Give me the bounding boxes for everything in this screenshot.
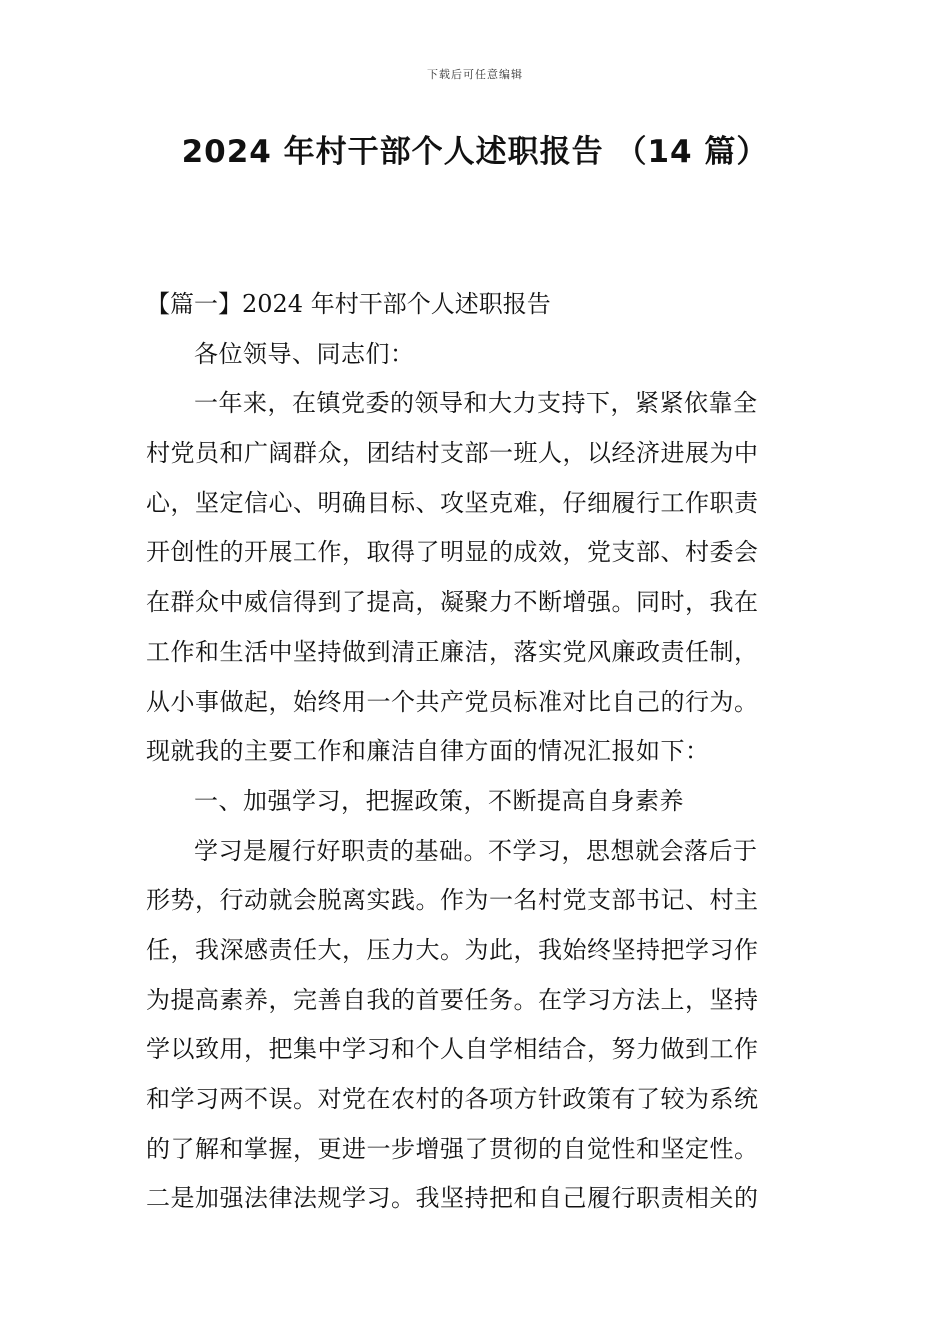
- paragraph-line: 现就我的主要工作和廉洁自律方面的情况汇报如下：: [146, 737, 710, 766]
- document-title: 2024 年村干部个人述职报告 （14 篇）: [181, 134, 769, 170]
- header-note: 下载后可任意编辑: [427, 68, 523, 81]
- paragraph-line: 从小事做起，始终用一个共产党员标准对比自己的行为。: [146, 687, 759, 716]
- paragraph-line: 为提高素养，完善自我的首要任务。在学习方法上，坚持: [146, 985, 759, 1014]
- paragraph-line: 在群众中威信得到了提高，凝聚力不断增强。同时，我在: [146, 588, 759, 617]
- paragraph-line: 任，我深感责任大，压力大。为此，我始终坚持把学习作: [146, 935, 759, 964]
- paragraph-line: 的了解和掌握，更进一步增强了贯彻的自觉性和坚定性。: [146, 1134, 759, 1163]
- paragraph-line: 心，坚定信心、明确目标、攻坚克难，仔细履行工作职责: [146, 488, 759, 517]
- salutation: 各位领导、同志们：: [194, 339, 415, 368]
- paragraph-line: 工作和生活中坚持做到清正廉洁，落实党风廉政责任制，: [146, 637, 759, 666]
- paragraph-line: 村党员和广阔群众，团结村支部一班人，以经济进展为中: [146, 439, 759, 468]
- paragraph-line: 学以致用，把集中学习和个人自学相结合，努力做到工作: [146, 1035, 759, 1064]
- paragraph-line: 和学习两不误。对党在农村的各项方针政策有了较为系统: [146, 1085, 759, 1113]
- paragraph-line: 开创性的开展工作，取得了明显的成效，党支部、村委会: [146, 538, 759, 567]
- subsection-heading: 一、加强学习，把握政策，不断提高自身素养: [194, 786, 684, 815]
- paragraph-line: 形势，行动就会脱离实践。作为一名村党支部书记、村主: [146, 886, 759, 915]
- paragraph-line: 一年来，在镇党委的领导和大力支持下，紧紧依靠全: [194, 389, 758, 418]
- paragraph-line: 二是加强法律法规学习。我坚持把和自己履行职责相关的: [146, 1184, 759, 1213]
- document-body: [146, 280, 811, 1224]
- section-heading: 【篇一】2024 年村干部个人述职报告: [146, 290, 551, 318]
- paragraph-line: 学习是履行好职责的基础。不学习，思想就会落后于: [194, 836, 758, 865]
